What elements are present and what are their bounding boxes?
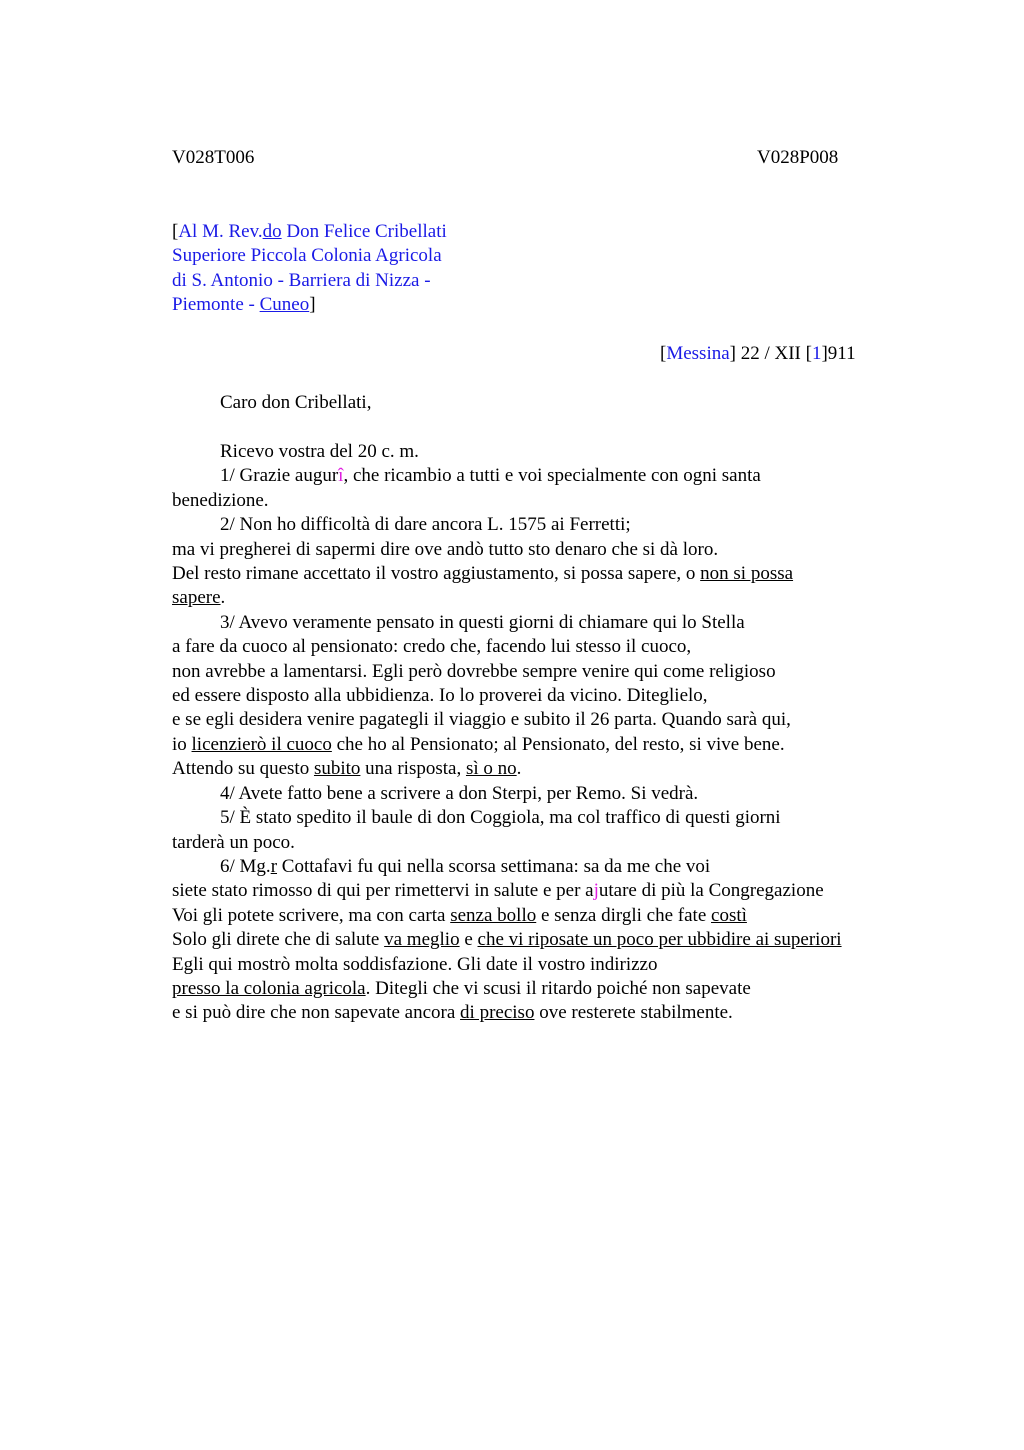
body-line: ed essere disposto alla ubbidienza. Io lo proverei da vicino. Diteglielo, [172,685,708,707]
body-line: e si può dire che non sapevate ancora di preciso ove resterete stabilmente. [172,1002,733,1024]
body-line: e se egli desidera venire pagategli il viaggio e subito il 26 parta. Quando sarà qui, [172,709,791,731]
body-line: 5/ È stato spedito il baule di don Coggiola, ma col traffico di questi giorni [220,807,781,829]
body-line: 6/ Mg.r Cottafavi fu qui nella scorsa settimana: sa da me che voi [220,855,711,877]
body-line: benedizione. [172,489,269,511]
body-line: Voi gli potete scrivere, ma con carta senza bollo e senza dirgli che fate costì [172,904,747,926]
address-line-4: Piemonte - Cuneo] [172,294,316,316]
body-line: 3/ Avevo veramente pensato in questi giorni di chiamare qui lo Stella [220,611,745,633]
body-line: 2/ Non ho difficoltà di dare ancora L. 1575 ai Ferretti; [220,514,631,536]
body-line: 1/ Grazie augurî, che ricambio a tutti e voi specialmente con ogni santa [220,465,761,487]
body-line: siete stato rimosso di qui per rimettervi in salute e per ajutare di più la Congregazione [172,880,824,902]
body-line: a fare da cuoco al pensionato: credo che, facendo lui stesso il cuoco, [172,636,692,658]
body-line: non avrebbe a lamentarsi. Egli però dovrebbe sempre venire qui come religioso [172,660,776,682]
document-code-right: V028P008 [757,147,839,168]
body-line: Attendo su questo subito una risposta, sì o no. [172,758,522,780]
body-line: presso la colonia agricola. Ditegli che vi scusi il ritardo poiché non sapevate [172,977,751,999]
body-line: io licenzierò il cuoco che ho al Pensionato; al Pensionato, del resto, si vive bene. [172,733,785,755]
recipient-address [172,220,447,318]
body-line: 4/ Avete fatto bene a scrivere a don Sterpi, per Remo. Si vedrà. [220,782,699,804]
body-line: Ricevo vostra del 20 c. m. [220,441,419,462]
body-line: tarderà un poco. [172,831,295,853]
body-line: Egli qui mostrò molta soddisfazione. Gli date il vostro indirizzo [172,953,658,975]
body-line: Del resto rimane accettato il vostro aggiustamento, si possa sapere, o non si possa [172,563,794,585]
address-line-1: [Al M. Rev.do Don Felice Cribellati [172,221,447,242]
body-line: sapere. [172,587,226,609]
letter-date: [Messina] 22 / XII [1]911 [660,343,856,364]
salutation: Caro don Cribellati, [220,392,372,413]
address-line-3: di S. Antonio - Barriera di Nizza - [172,269,431,291]
document-code-left: V028T006 [172,147,255,168]
letter-body [172,440,912,1026]
body-line: ma vi pregherei di sapermi dire ove andò tutto sto denaro che si dà loro. [172,538,719,560]
address-line-2: Superiore Piccola Colonia Agricola [172,245,442,267]
body-line: Solo gli direte che di salute va meglio e che vi riposate un poco per ubbidire ai superiori [172,929,842,951]
